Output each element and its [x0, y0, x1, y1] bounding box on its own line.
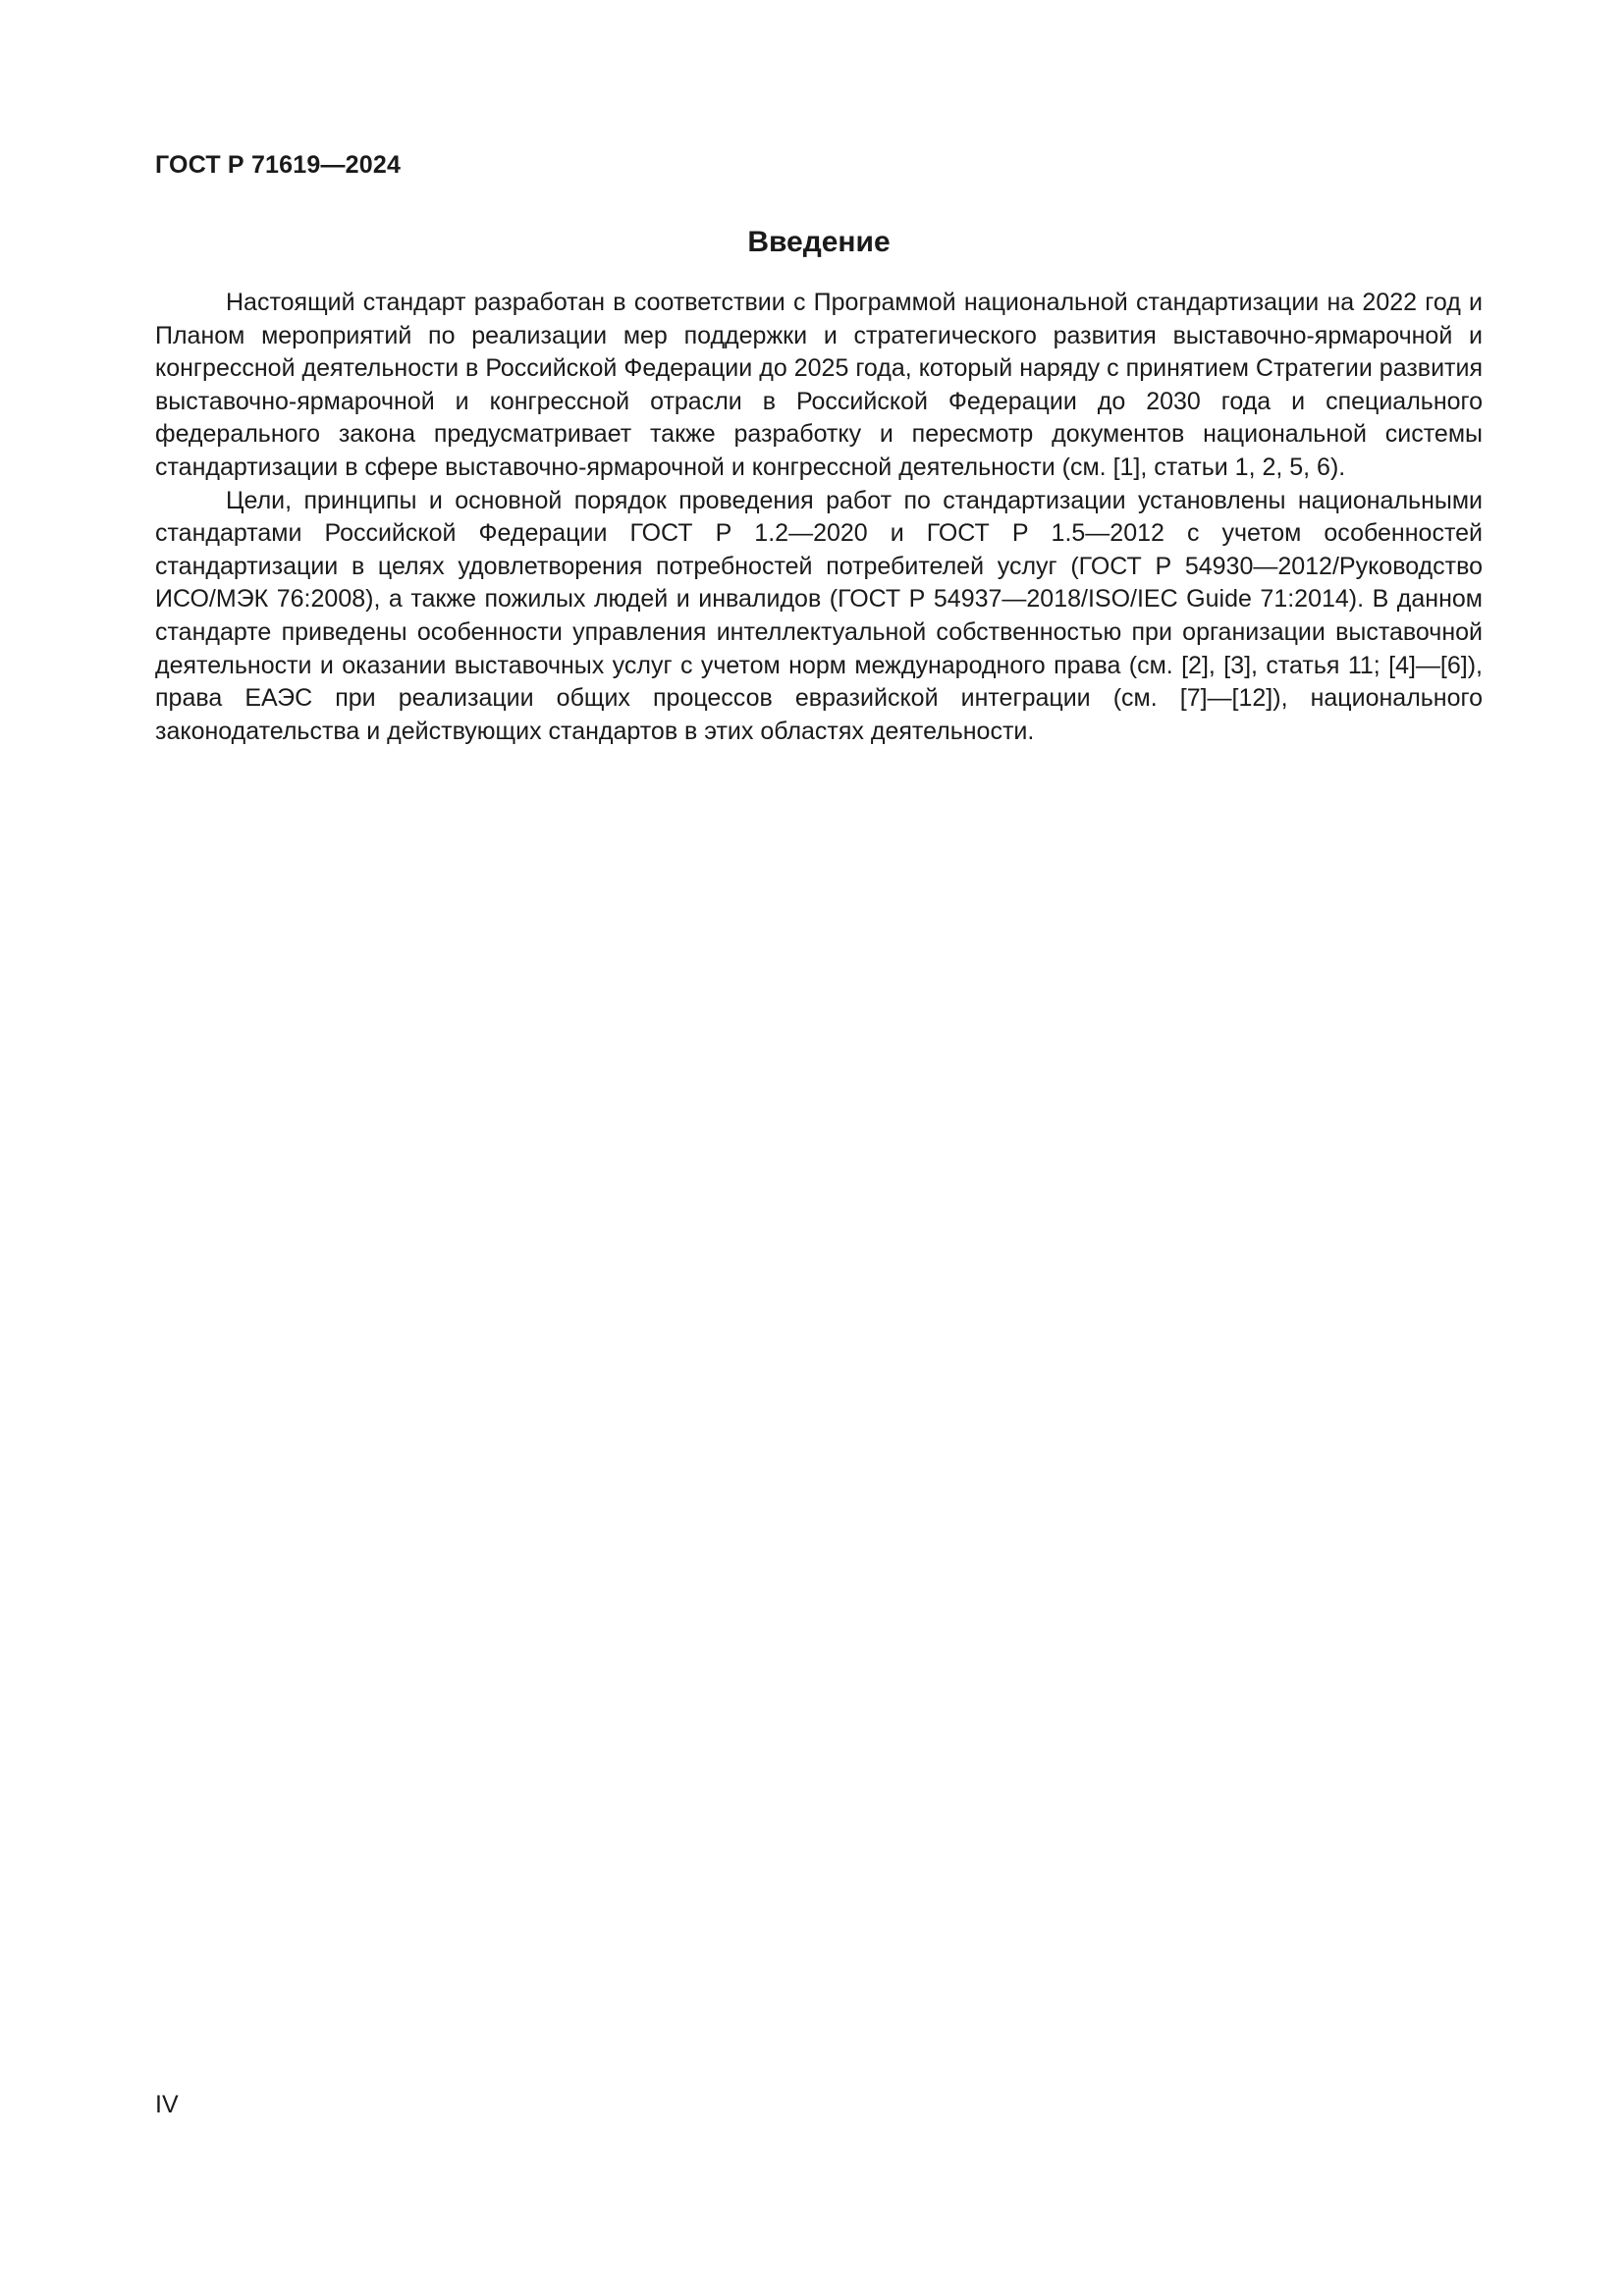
section-title: Введение: [747, 226, 891, 258]
page-number: IV: [155, 2091, 179, 2118]
paragraph-2: Цели, принципы и основной порядок проведения работ по стандартизации установлены национальными стандартами Российской Федерации ГОСТ Р 1.2—2020 и ГОСТ Р 1.5—2012 с учетом особенностей стандартизации в целях удовлетворения потребностей потребителей услуг (ГОСТ Р 54930—2012/Руководство ИСО/МЭК 76:2008), а также пожилых людей и инвалидов (ГОСТ Р 54937—2018/ISO/IEC Guide 71:2014). В данном стандарте приведены особенности управления интеллектуальной собственностью при организации выставочной деятельности и оказании выставочных услуг с учетом норм международного права (см. [2], [3], статья 11; [4]—[6]), права ЕАЭС при реализации общих процессов евразийской интеграции (см. [7]—[12]), национального законодательства и действующих стандартов в этих областях деятельности.: [155, 486, 1483, 745]
paragraph-1: Настоящий стандарт разработан в соответствии с Программой национальной стандартизации на 2022 год и Планом мероприятий по реализации мер поддержки и стратегического развития выставочно-ярмарочной и конгрессной деятельности в Российской Федерации до 2025 года, который наряду с принятием Стратегии развития выставочно-ярмарочной и конгрессной отрасли в Российской Федерации до 2030 года и специального федерального закона предусматривает также разработку и пересмотр документов национальной системы стандартизации в сфере выставочно-ярмарочной и конгрессной деятельности (см. [1], статьи 1, 2, 5, 6).: [155, 289, 1483, 481]
body-text: [155, 287, 1483, 748]
document-code-header: ГОСТ Р 71619—2024: [155, 151, 402, 179]
